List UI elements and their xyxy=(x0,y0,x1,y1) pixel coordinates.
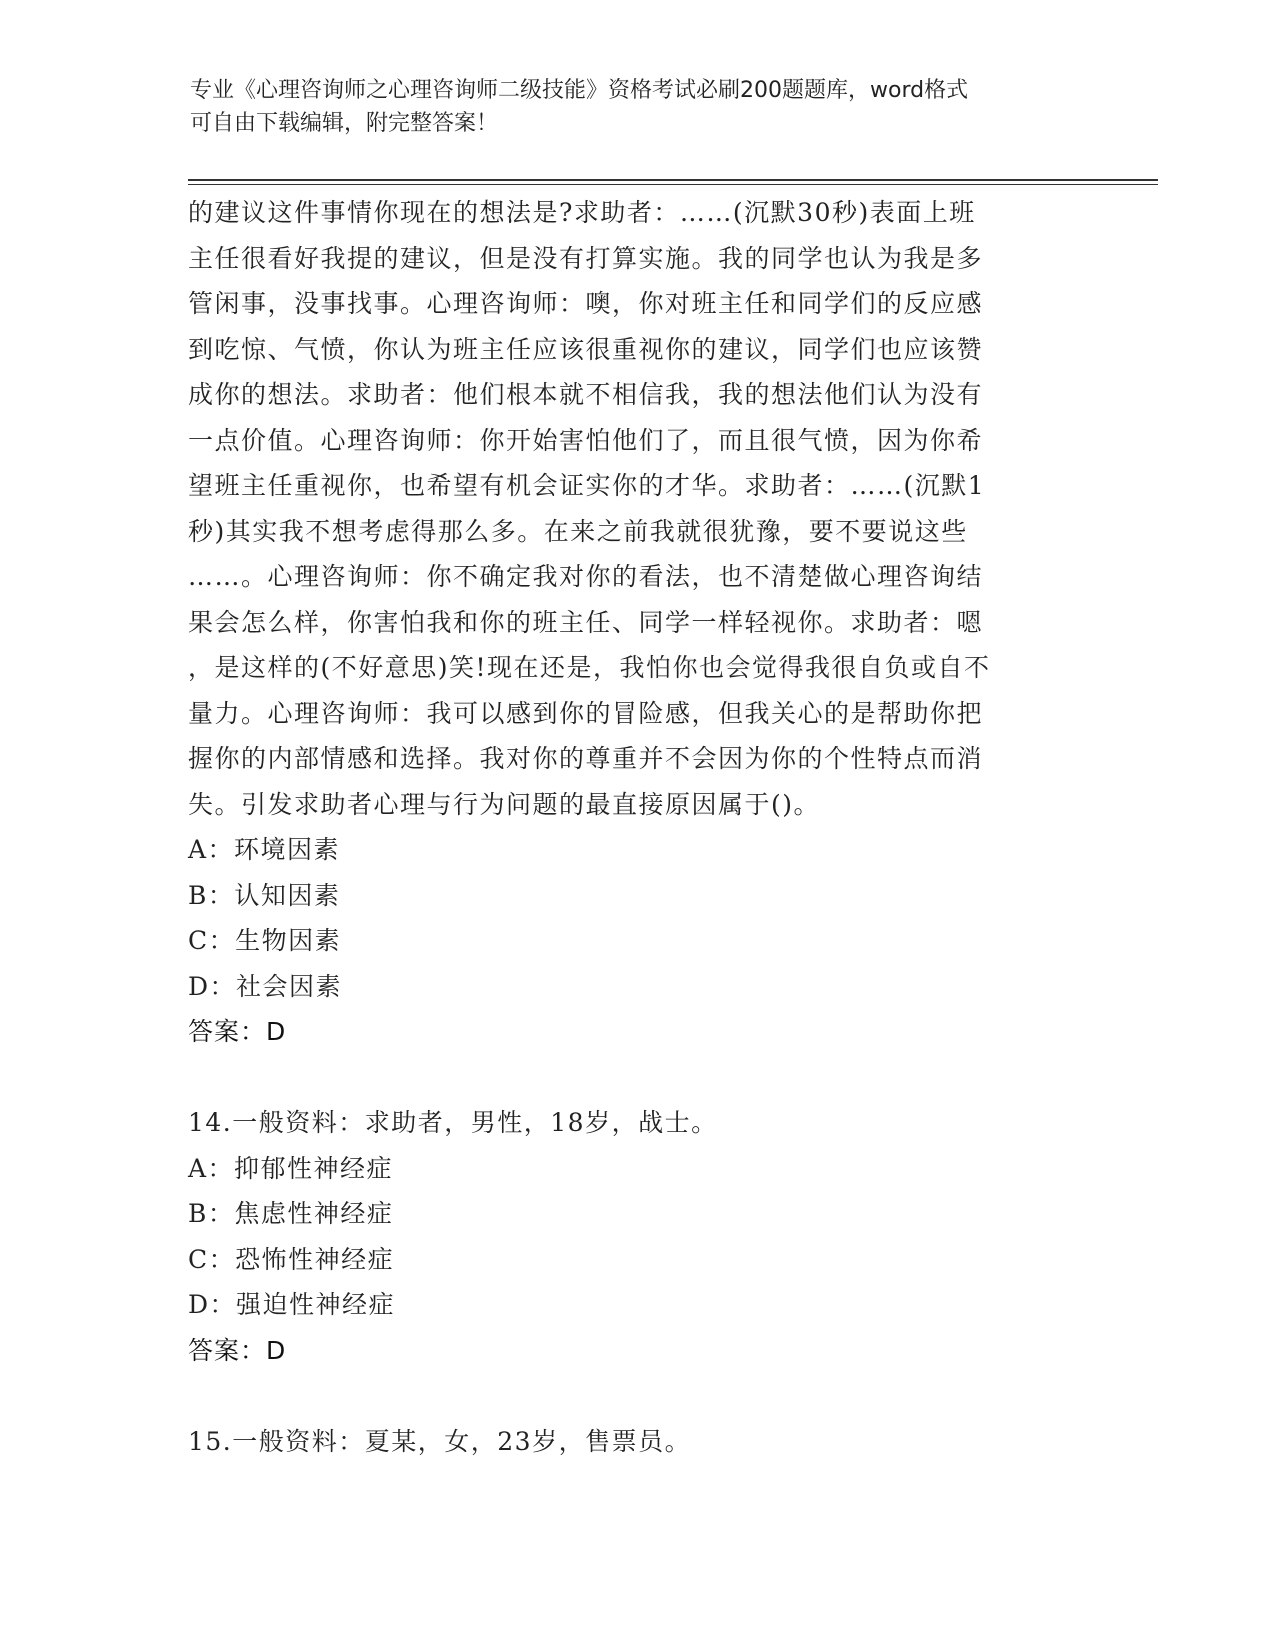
header-divider-thin xyxy=(188,184,1158,185)
option-a: A：抑郁性神经症 xyxy=(188,1153,394,1183)
option-d: D：强迫性神经症 xyxy=(188,1290,396,1319)
question-15-stem: 15.一般资料：夏某，女，23岁，售票员。 xyxy=(188,1426,692,1456)
passage-line: 管闲事，没事找事。心理咨询师：噢，你对班主任和同学们的反应感 xyxy=(188,289,984,318)
option-b: B：焦虑性神经症 xyxy=(188,1199,394,1228)
spacer xyxy=(188,1373,1088,1419)
passage-line: 的建议这件事情你现在的想法是?求助者：……(沉默30秒)表面上班 xyxy=(188,198,976,227)
passage-line: 量力。心理咨询师：我可以感到你的冒险感，但我关心的是帮助你把 xyxy=(188,698,984,728)
header-divider-thick xyxy=(188,179,1158,181)
question-13-options xyxy=(188,827,1088,1009)
question-14-answer: 答案：D xyxy=(188,1335,287,1365)
passage-line: 成你的想法。求助者：他们根本就不相信我，我的想法他们认为没有 xyxy=(188,380,984,409)
passage-line: 果会怎么样，你害怕我和你的班主任、同学一样轻视你。求助者：嗯 xyxy=(188,607,984,637)
passage-line: 望班主任重视你，也希望有机会证实你的才华。求助者：……(沉默1 xyxy=(188,471,986,500)
passage-line: ……。心理咨询师：你不确定我对你的看法，也不清楚做心理咨询结 xyxy=(188,562,984,591)
option-d: D：社会因素 xyxy=(188,971,343,1001)
question-14-options xyxy=(188,1146,1088,1328)
passage-line: 失。引发求助者心理与行为问题的最直接原因属于()。 xyxy=(188,789,821,819)
header-title-line-2: 可自由下载编辑，附完整答案！ xyxy=(190,111,499,136)
header-title-line-1: 专业《心理咨询师之心理咨询师二级技能》资格考试必刷200题题库，word格式 xyxy=(190,78,969,103)
passage-line: ，是这样的(不好意思)笑!现在还是，我怕你也会觉得我很自负或自不 xyxy=(188,653,991,682)
question-14-stem: 14.一般资料：求助者，男性，18岁，战士。 xyxy=(188,1108,718,1137)
passage-line: 握你的内部情感和选择。我对你的尊重并不会因为你的个性特点而消 xyxy=(188,744,984,773)
document-body xyxy=(188,190,1088,1464)
option-b: B：认知因素 xyxy=(188,880,341,910)
passage-line: 到吃惊、气愤，你认为班主任应该很重视你的建议，同学们也应该赞 xyxy=(188,334,984,364)
spacer xyxy=(188,1055,1088,1101)
passage-line: 一点价值。心理咨询师：你开始害怕他们了，而且很气愤，因为你希 xyxy=(188,425,984,455)
option-a: A：环境因素 xyxy=(188,835,341,864)
passage-line: 秒)其实我不想考虑得那么多。在来之前我就很犹豫，要不要说这些 xyxy=(188,516,968,546)
option-c: C：生物因素 xyxy=(188,926,342,955)
question-13-passage xyxy=(188,190,1088,827)
question-13-answer: 答案：D xyxy=(188,1017,287,1046)
passage-line: 主任很看好我提的建议，但是没有打算实施。我的同学也认为我是多 xyxy=(188,243,984,273)
document-header xyxy=(190,74,1070,140)
option-c: C：恐怖性神经症 xyxy=(188,1244,395,1274)
